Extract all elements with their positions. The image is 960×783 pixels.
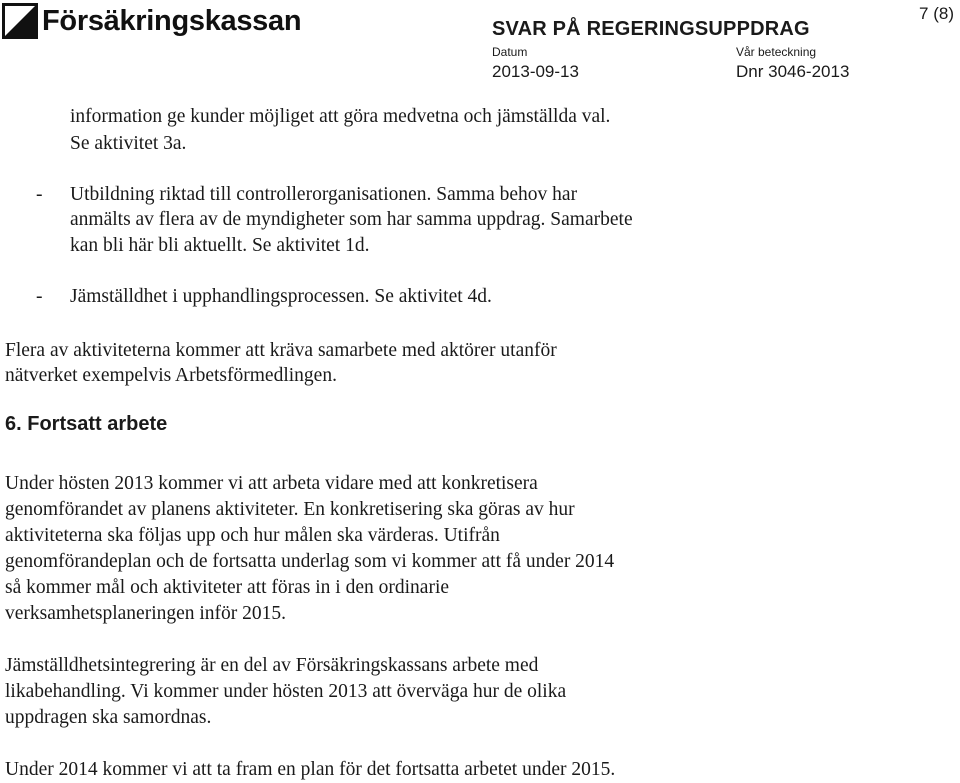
- reference-label: Vår beteckning: [736, 45, 817, 59]
- forsakringskassan-logo-icon: [2, 3, 38, 39]
- paragraph-line: verksamhetsplaneringen inför 2015.: [5, 603, 287, 624]
- date-value: 2013-09-13: [492, 62, 579, 81]
- text-line: Se aktivitet 3a.: [70, 133, 187, 154]
- list-bullet-dash: -: [36, 184, 43, 205]
- paragraph-line: Under hösten 2013 kommer vi att arbeta vidare med att konkretisera: [5, 473, 538, 494]
- paragraph-line: aktiviteterna ska följas upp och hur målen ska värderas. Utifrån: [5, 525, 500, 546]
- paragraph-line: likabehandling. Vi kommer under hösten 2013 att överväga hur de olika: [5, 681, 567, 702]
- list-item-line: Jämställdhet i upphandlingsprocessen. Se aktivitet 4d.: [70, 286, 492, 307]
- paragraph-line: nätverket exempelvis Arbetsförmedlingen.: [5, 365, 337, 386]
- list-item-line: Utbildning riktad till controllerorganisationen. Samma behov har: [70, 184, 578, 205]
- paragraph-line: genomförandeplan och de fortsatta underlag som vi kommer att få under 2014: [5, 551, 615, 572]
- paragraph-line: genomförandet av planens aktiviteter. En konkretisering ska göras av hur: [5, 499, 575, 520]
- paragraph-line: Jämställdhetsintegrering är en del av Försäkringskassans arbete med: [5, 655, 539, 676]
- document-title: SVAR PÅ REGERINGSUPPDRAG: [492, 18, 810, 40]
- list-bullet-dash: -: [36, 286, 43, 307]
- paragraph-line: Flera av aktiviteterna kommer att kräva samarbete med aktörer utanför: [5, 340, 557, 361]
- logo-text: Försäkringskassan: [42, 4, 302, 37]
- text-line: information ge kunder möjliget att göra medvetna och jämställda val.: [70, 106, 611, 127]
- page-number: 7 (8): [919, 4, 954, 23]
- paragraph-line: så kommer mål och aktiviteter att föras in i den ordinarie: [5, 577, 450, 598]
- logo: [2, 3, 301, 39]
- section-heading: 6. Fortsatt arbete: [5, 413, 168, 435]
- paragraph-line: Under 2014 kommer vi att ta fram en plan för det fortsatta arbetet under 2015.: [5, 759, 616, 780]
- list-item-line: anmälts av flera av de myndigheter som har samma uppdrag. Samarbete: [70, 209, 633, 230]
- paragraph-line: uppdragen ska samordnas.: [5, 707, 212, 728]
- reference-value: Dnr 3046-2013: [736, 62, 850, 81]
- list-item-line: kan bli här bli aktuellt. Se aktivitet 1d.: [70, 235, 370, 256]
- date-label: Datum: [492, 45, 528, 59]
